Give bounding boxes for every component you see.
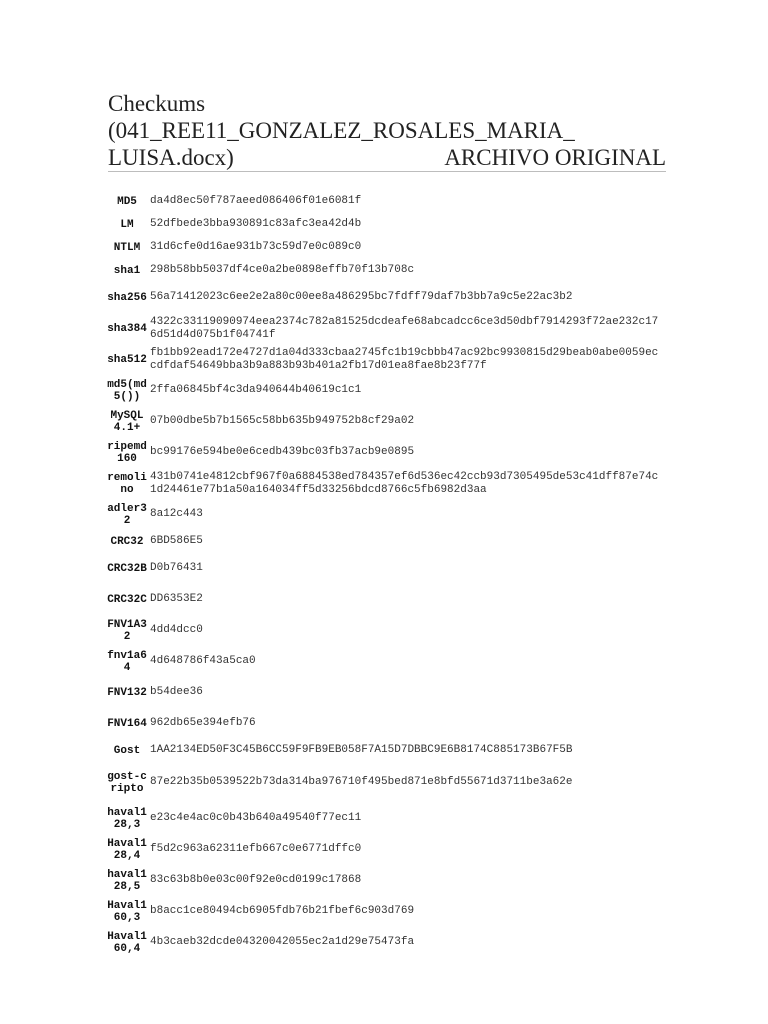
checksum-cell xyxy=(148,190,660,213)
checksum-cell xyxy=(148,499,660,530)
algorithm-name: haval128,5 xyxy=(107,868,147,893)
title-line-2: (041_REE11_GONZALEZ_ROSALES_MARIA_ xyxy=(108,118,575,143)
checksum-value: da4d8ec50f787aeed086406f01e6081f xyxy=(150,195,362,207)
checksum-value: b54dee36 xyxy=(150,686,203,698)
table-row xyxy=(106,530,660,553)
algorithm-name: sha1 xyxy=(113,264,141,277)
checksum-cell xyxy=(148,762,660,803)
checksum-value: 83c63b8b0e03c00f92e0cd0199c17868 xyxy=(150,874,362,886)
table-row xyxy=(106,344,660,375)
checksum-cell xyxy=(148,313,660,344)
table-row xyxy=(106,406,660,437)
checksum-cell xyxy=(148,803,660,834)
checksum-value: b8acc1ce80494cb6905fdb76b21fbef6c903d769 xyxy=(150,905,415,917)
table-row xyxy=(106,834,660,865)
checksum-cell xyxy=(148,896,660,927)
algorithm-name: Haval160,3 xyxy=(107,899,147,924)
algorithm-name: MD5 xyxy=(117,195,137,208)
algorithm-name: Gost xyxy=(113,744,141,757)
algorithm-name: FNV132 xyxy=(107,686,147,699)
checksum-cell xyxy=(148,437,660,468)
checksum-cell xyxy=(148,375,660,406)
checksum-cell xyxy=(148,739,660,762)
table-row xyxy=(106,708,660,739)
algorithm-name: MySQL4.1+ xyxy=(110,409,144,434)
checksum-value: 4322c33119090974eea2374c782a81525dcdeafe68abcadcc6ce3d50dbf7914293f72ae232c176d51d4d075b1f04741f xyxy=(150,315,659,341)
checksum-value: f5d2c963a62311efb667c0e6771dffc0 xyxy=(150,843,362,855)
checksum-table xyxy=(106,190,660,958)
checksum-value: 962db65e394efb76 xyxy=(150,717,256,729)
algorithm-name: NTLM xyxy=(113,241,141,254)
checksum-cell xyxy=(148,865,660,896)
checksum-cell xyxy=(148,344,660,375)
algorithm-name: CRC32 xyxy=(110,535,144,548)
checksum-value: 56a71412023c6ee2e2a80c00ee8a486295bc7fdff79daf7b3bb7a9c5e22ac3b2 xyxy=(150,291,573,303)
checksum-value: 4dd4dcc0 xyxy=(150,624,203,636)
table-row xyxy=(106,762,660,803)
table-row xyxy=(106,584,660,615)
table-row xyxy=(106,468,660,499)
archive-label: ARCHIVO ORIGINAL xyxy=(444,145,666,170)
checksum-cell xyxy=(148,646,660,677)
checksum-cell xyxy=(148,584,660,615)
table-row xyxy=(106,646,660,677)
checksum-value: 298b58bb5037df4ce0a2be0898effb70f13b708c xyxy=(150,264,415,276)
table-row xyxy=(106,190,660,213)
algorithm-name: remolino xyxy=(107,471,147,496)
table-row xyxy=(106,927,660,958)
algorithm-name: CRC32C xyxy=(107,593,147,606)
algorithm-name: CRC32B xyxy=(107,562,147,575)
table-row xyxy=(106,803,660,834)
algorithm-name: sha256 xyxy=(107,291,147,304)
table-row xyxy=(106,213,660,236)
algorithm-name: Haval160,4 xyxy=(107,930,147,955)
algorithm-name: fnv1a64 xyxy=(107,649,147,674)
checksum-cell xyxy=(148,282,660,313)
algorithm-name: sha384 xyxy=(107,322,147,335)
algorithm-name: md5(md5()) xyxy=(107,378,147,403)
table-row xyxy=(106,375,660,406)
checksum-value: bc99176e594be0e6cedb439bc03fb37acb9e0895 xyxy=(150,446,415,458)
checksum-cell xyxy=(148,406,660,437)
checksum-value: e23c4e4ac0c0b43b640a49540f77ec11 xyxy=(150,812,362,824)
checksum-value: 6BD586E5 xyxy=(150,535,203,547)
checksum-cell xyxy=(148,530,660,553)
file-name-end: LUISA.docx) xyxy=(108,145,234,170)
document-title xyxy=(108,90,666,172)
checksum-value: 1AA2134ED50F3C45B6CC59F9FB9EB058F7A15D7DBBC9E6B8174C885173B67F5B xyxy=(150,744,573,756)
checksum-value: 431b0741e4812cbf967f0a6884538ed784357ef6d536ec42ccb93d7305495de53c41dff87e74c1d24461e77b1a50a164034ff5d33256bdcd8766c5fb6982d3aa xyxy=(150,470,659,496)
checksum-cell xyxy=(148,708,660,739)
algorithm-name: Haval128,4 xyxy=(107,837,147,862)
checksum-cell xyxy=(148,553,660,584)
title-line-1: Checkums xyxy=(108,91,206,116)
checksum-cell xyxy=(148,213,660,236)
checksum-cell xyxy=(148,677,660,708)
table-row xyxy=(106,499,660,530)
algorithm-name: adler32 xyxy=(107,502,147,527)
table-row xyxy=(106,282,660,313)
checksum-cell xyxy=(148,259,660,282)
table-row xyxy=(106,313,660,344)
checksum-value: 07b00dbe5b7b1565c58bb635b949752b8cf29a02 xyxy=(150,415,415,427)
checksum-value: 2ffa06845bf4c3da940644b40619c1c1 xyxy=(150,384,362,396)
checksum-value: 31d6cfe0d16ae931b73c59d7e0c089c0 xyxy=(150,241,362,253)
checksum-value: D0b76431 xyxy=(150,562,203,574)
table-row xyxy=(106,259,660,282)
table-row xyxy=(106,553,660,584)
algorithm-name: FNV1A32 xyxy=(107,618,147,643)
checksum-value: 4b3caeb32dcde04320042055ec2a1d29e75473fa xyxy=(150,936,415,948)
algorithm-name: sha512 xyxy=(107,353,147,366)
algorithm-name: gost-cripto xyxy=(107,770,147,795)
checksum-cell xyxy=(148,834,660,865)
table-row xyxy=(106,236,660,259)
table-row xyxy=(106,739,660,762)
table-row xyxy=(106,896,660,927)
checksum-value: 52dfbede3bba930891c83afc3ea42d4b xyxy=(150,218,362,230)
checksum-cell xyxy=(148,468,660,499)
algorithm-name: FNV164 xyxy=(107,717,147,730)
checksum-value: fb1bb92ead172e4727d1a04d333cbaa2745fc1b19cbbb47ac92bc9930815d29beab0abe0059eccdfdaf54649bba3b9a883b93b401a2fb17d01ea8fae8b23f77f xyxy=(150,346,659,372)
checksum-value: 87e22b35b0539522b73da314ba976710f495bed871e8bfd55671d3711be3a62e xyxy=(150,776,573,788)
table-row xyxy=(106,437,660,468)
algorithm-name: LM xyxy=(120,218,134,231)
table-row xyxy=(106,865,660,896)
algorithm-name: haval128,3 xyxy=(107,806,147,831)
checksum-cell xyxy=(148,236,660,259)
checksum-cell xyxy=(148,615,660,646)
algorithm-name: ripemd160 xyxy=(107,440,147,465)
table-row xyxy=(106,615,660,646)
checksum-value: 8a12c443 xyxy=(150,508,203,520)
table-row xyxy=(106,677,660,708)
checksum-value: DD6353E2 xyxy=(150,593,203,605)
checksum-value: 4d648786f43a5ca0 xyxy=(150,655,256,667)
checksum-cell xyxy=(148,927,660,958)
title-line-3 xyxy=(108,144,666,171)
